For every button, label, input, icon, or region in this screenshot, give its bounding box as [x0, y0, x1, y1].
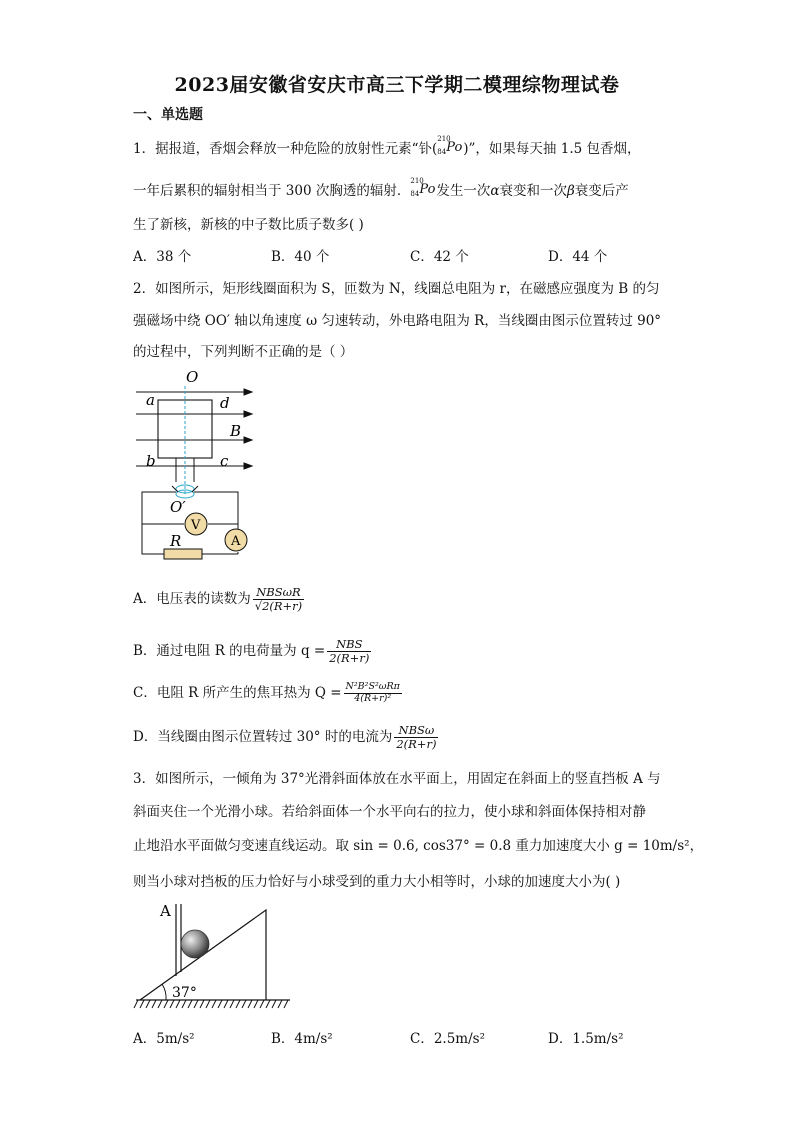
label-b: b — [146, 452, 156, 470]
q2-option-a-fraction — [253, 586, 304, 613]
q2-line1: 2．如图所示，矩形线圈面积为 S，匝数为 N，线圈总电阻为 r，在磁感应强度为 B 的匀 — [133, 281, 660, 297]
ball — [181, 930, 209, 958]
q1-line2-c: 衰变和一次 — [499, 183, 567, 199]
q2-option-a-text: A．电压表的读数为 — [133, 591, 251, 608]
label-c: c — [220, 452, 229, 470]
isotope-z-2: 84 — [410, 190, 420, 198]
q3-line2: 斜面夹住一个光滑小球。若给斜面体一个水平向右的拉力，使小球和斜面体保持相对静 — [133, 804, 646, 820]
frac-den: 2(R+r) — [329, 651, 370, 666]
q1-line1-b: )”，如果每天抽 1.5 包香烟， — [463, 141, 641, 157]
ground-hatching — [134, 1000, 288, 1008]
frac-den: 2(R+r) — [396, 737, 437, 752]
q1-line3: 生了新核，新核的中子数比质子数多( ) — [133, 217, 364, 233]
angle-arc — [162, 984, 166, 1000]
alpha-symbol: α — [490, 183, 500, 199]
q1-line2-a: 一年后累积的辐射相当于 300 次胸透的辐射． — [133, 183, 411, 199]
isotope-mass-2: 210 — [410, 177, 424, 185]
frac-num: N²B²S²ωRπ — [345, 681, 400, 693]
q2-line2: 强磁场中绕 OO′ 轴以角速度 ω 匀速转动，外电路电阻为 R，当线圈由图示位置转过 90° — [133, 313, 662, 329]
q3-line4: 则当小球对挡板的压力恰好与小球受到的重力大小相等时，小球的加速度大小为( ) — [133, 874, 621, 890]
isotope-symbol-2: Po — [419, 182, 436, 197]
isotope-symbol: Po — [446, 140, 463, 155]
q1-option-d[interactable]: D．44 个 — [548, 249, 608, 265]
q3-option-b[interactable]: B．4m/s² — [271, 1031, 333, 1047]
page-title: 2023届安徽省安庆市高三下学期二模理综物理试卷 — [174, 74, 620, 96]
label-O: O — [186, 368, 199, 386]
q2-option-b-fraction — [327, 638, 371, 665]
q3-figure-incline — [132, 896, 302, 1014]
label-R: R — [170, 532, 182, 550]
q1-line2-b: 发生一次 — [436, 183, 491, 199]
label-angle: 37° — [172, 985, 197, 1001]
label-O-prime: O′ — [170, 498, 186, 516]
q1-line2-d: 衰变后产 — [574, 183, 629, 199]
q3-line3: 止地沿水平面做匀变速直线运动。取 sin = 0.6, cos37° = 0.8 重力加速度大小 g = 10m/s²， — [133, 838, 704, 854]
q3-option-d[interactable]: D．1.5m/s² — [548, 1031, 624, 1047]
frac-num: NBSω — [394, 724, 438, 738]
label-a: a — [146, 391, 155, 409]
frac-num: NBS — [327, 638, 371, 652]
isotope-mass: 210 — [437, 135, 451, 143]
q3-line1: 3．如图所示，一倾角为 37°光滑斜面体放在水平面上，用固定在斜面上的竖直挡板 A 与 — [133, 771, 661, 787]
q1-option-a[interactable]: A．38 个 — [133, 249, 192, 265]
beta-symbol: β — [566, 183, 575, 199]
q2-line3: 的过程中，下列判断不正确的是（ ） — [133, 344, 354, 360]
q2-option-c-text: C．电阻 R 所产生的焦耳热为 Q = — [133, 685, 342, 701]
polonium-isotope-2 — [410, 177, 436, 198]
q3-option-c[interactable]: C．2.5m/s² — [410, 1031, 485, 1047]
q2-option-d-fraction — [394, 724, 438, 751]
label-d: d — [220, 394, 230, 412]
q2-option-b[interactable] — [133, 638, 371, 665]
label-A: A — [160, 902, 171, 920]
q1-line1-a: 1．据报道，香烟会释放一种危险的放射性元素“钋( — [133, 141, 438, 157]
q1-option-b[interactable]: B．40 个 — [271, 249, 330, 265]
polonium-isotope — [437, 135, 463, 156]
q2-option-a[interactable] — [133, 586, 304, 613]
frac-num: NBSωR — [253, 586, 304, 600]
q2-option-c[interactable] — [133, 681, 402, 705]
q2-figure-coil-circuit — [128, 364, 258, 564]
q2-option-b-text: B．通过电阻 R 的电荷量为 q = — [133, 643, 326, 660]
label-B: B — [230, 422, 242, 440]
resistor-R — [164, 549, 202, 559]
q2-option-c-fraction — [344, 682, 402, 705]
q3-option-a[interactable]: A．5m/s² — [133, 1031, 195, 1047]
q1-line2 — [133, 179, 629, 199]
label-V: V — [191, 518, 201, 533]
q1-line1 — [133, 137, 641, 157]
q2-option-d-text: D．当线圈由图示位置转过 30° 时的电流为 — [133, 729, 393, 746]
frac-den: √2(R+r) — [254, 599, 303, 614]
frac-den: 4(R+r)² — [354, 693, 392, 704]
section-heading: 一、单选题 — [133, 107, 203, 123]
label-A: A — [231, 534, 241, 549]
isotope-z: 84 — [437, 148, 447, 156]
q2-option-d[interactable] — [133, 724, 438, 751]
q1-option-c[interactable]: C．42 个 — [410, 249, 469, 265]
